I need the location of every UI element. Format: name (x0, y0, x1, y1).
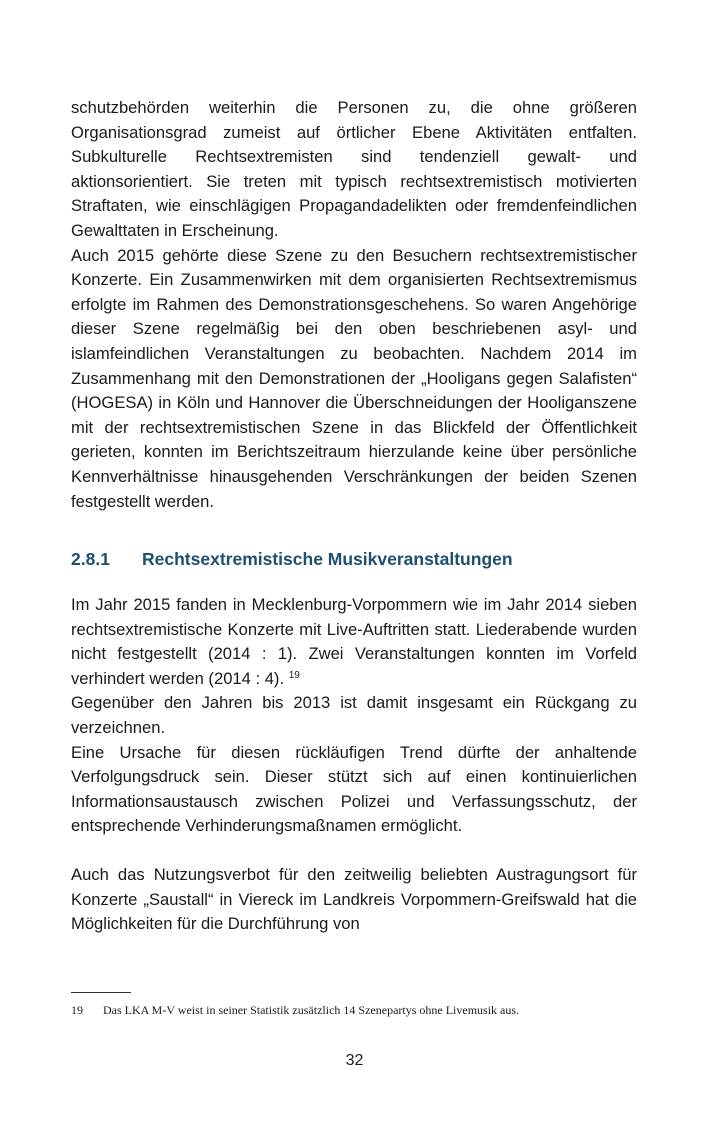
page-number: 32 (345, 1052, 364, 1069)
footnote (71, 1002, 641, 1018)
page-body (71, 96, 637, 937)
footnote-divider (71, 992, 131, 993)
section-heading (71, 547, 637, 571)
paragraph-decline: Gegenüber den Jahren bis 2013 ist damit insgesamt ein Rückgang zu verzeichnen. (71, 693, 637, 738)
footnote-reference[interactable]: 19 (288, 669, 300, 681)
section-title: Rechtsextremistische Musikveranstaltungen (142, 549, 513, 570)
paragraph-subcultural: schutzbehörden weiterhin die Personen zu, die ohne größeren Organisationsgrad zumeist auf örtlicher Ebene Aktivitäten entfalten. Subkulturelle Rechtsextremisten sind tendenziell gewalt- und aktionsorientiert. Sie treten mit typisch rechtsextremistisch motivierten Straftaten, wie einschlägigen Propagandadelikten oder fremdenfeindlichen Gewalttaten in Erscheinung. (71, 98, 637, 240)
paragraph-venue-ban: Auch das Nutzungsverbot für den zeitweilig beliebten Austragungsort für Konzerte „Saustall“ in Viereck im Landkreis Vorpommern-Greifswald hat die Möglichkeiten für die Durchführung von (71, 865, 637, 934)
footnote-text: Das LKA M-V weist in seiner Statistik zusätzlich 14 Szenepartys ohne Livemusik aus. (103, 1003, 520, 1017)
footnote-number: 19 (71, 1003, 83, 1017)
paragraph-concerts-text: Im Jahr 2015 fanden in Mecklenburg-Vorpommern wie im Jahr 2014 sieben rechtsextremistische Konzerte mit Live-Auftritten statt. Liederabende wurden nicht festgestellt (2014 : 1). Zwei Veranstaltungen konnten im Vorfeld verhindert werden (2014 : 4). (71, 595, 637, 688)
paragraph-concert-visitors: Auch 2015 gehörte diese Szene zu den Besuchern rechtsextremistischer Konzerte. Ein Zusammenwirken mit dem organisierten Rechtsextremismus erfolgte im Rahmen des Demonstrationsgeschehens. So waren Angehörige dieser Szene regelmäßig bei den oben beschriebenen asyl- und islamfeindlichen Veranstaltungen zu beobachten. Nachdem 2014 im Zusammenhang mit den Demonstrationen der „Hooligans gegen Salafisten“ (HOGESA) in Köln und Hannover die Überschneidungen der Hooliganszene mit der rechtsextremistischen Szene in das Blickfeld der Öffentlichkeit gerieten, konnten im Berichtszeitraum hierzulande keine über persönliche Kennverhältnisse hinausgehenden Verschränkungen der beiden Szenen festgestellt werden. (71, 245, 637, 511)
section-number: 2.8.1 (71, 549, 110, 570)
paragraph-spacer (71, 839, 637, 863)
paragraph-cause: Eine Ursache für diesen rückläufigen Trend dürfte der anhaltende Verfolgungsdruck sein. Dieser stützt sich auf einen kontinuierlichen Informationsaustausch zwischen Polizei und Verfassungsschutz, der entsprechende Verhinderungsmaßnamen ermöglicht. (71, 742, 637, 836)
paragraph-concerts-2015 (71, 593, 637, 691)
